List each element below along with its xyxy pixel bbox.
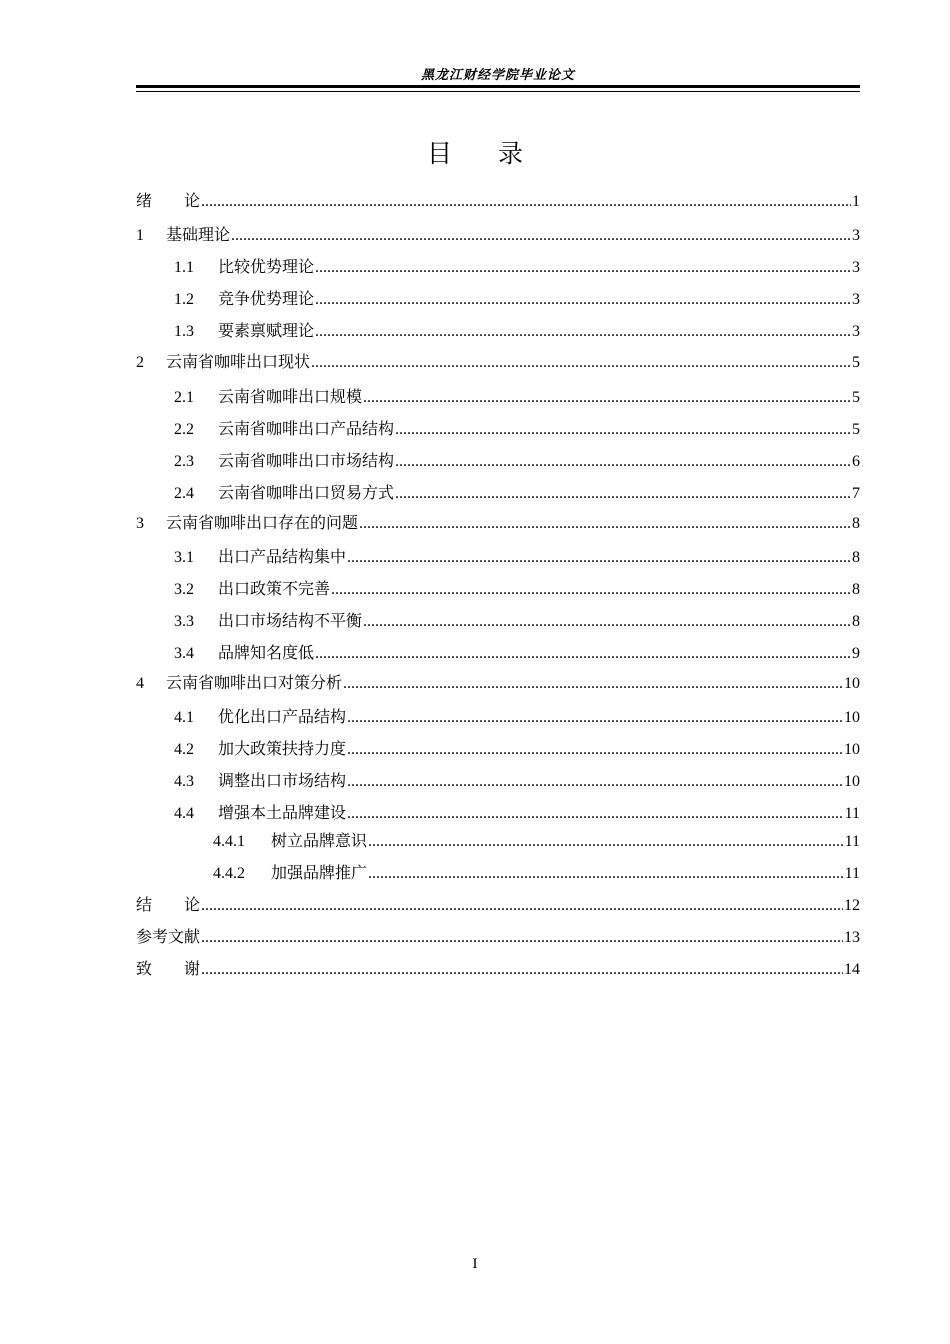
dot-leader	[201, 957, 843, 983]
toc-entry-label: 竞争优势理论	[218, 289, 315, 308]
toc-entry-number: 3.1	[174, 549, 194, 566]
toc-entry-number: 4.4	[174, 805, 194, 822]
dot-leader	[363, 385, 851, 411]
toc-entry[interactable]	[136, 222, 860, 248]
dot-leader	[343, 671, 843, 697]
header-rule-thin	[136, 91, 860, 92]
dot-leader	[201, 925, 843, 951]
toc-entry-page: 3	[852, 227, 860, 244]
toc-entry-label: 云南省咖啡出口贸易方式	[218, 483, 395, 502]
toc-entry[interactable]	[136, 892, 860, 918]
dot-leader	[315, 319, 851, 345]
toc-entry-page: 11	[844, 865, 860, 882]
toc-entry-label: 云南省咖啡出口现状	[166, 352, 311, 371]
toc-entry-page: 5	[852, 354, 860, 371]
toc-entry-page: 12	[844, 897, 860, 914]
dot-leader	[368, 829, 844, 855]
toc-entry-page: 5	[852, 389, 860, 406]
toc-entry[interactable]	[136, 188, 860, 214]
toc-entry-number: 3	[136, 515, 144, 532]
toc-entry[interactable]	[174, 544, 860, 570]
toc-entry-page: 9	[852, 645, 860, 662]
toc-entry-label: 要素禀赋理论	[218, 321, 315, 340]
toc-entry-page: 13	[844, 929, 860, 946]
toc-entry-number: 3.3	[174, 613, 194, 630]
toc-title-char-2: 录	[498, 139, 524, 168]
toc-entry-label: 树立品牌意识	[271, 831, 368, 850]
toc-entry-label: 致 谢	[136, 959, 201, 978]
toc-entry-label: 云南省咖啡出口对策分析	[166, 673, 343, 692]
dot-leader	[347, 545, 851, 571]
toc-entry[interactable]	[174, 608, 860, 634]
toc-title-char-1: 目	[426, 139, 452, 168]
dot-leader	[201, 189, 851, 215]
toc-entry[interactable]	[136, 510, 860, 536]
toc-entry-number: 2.3	[174, 453, 194, 470]
toc-entry[interactable]	[174, 384, 860, 410]
toc-entry-page: 14	[844, 961, 860, 978]
toc-entry-number: 2.1	[174, 389, 194, 406]
toc-entry-label: 云南省咖啡出口存在的问题	[166, 513, 359, 532]
toc-entry[interactable]	[174, 254, 860, 280]
toc-entry-number: 4.1	[174, 709, 194, 726]
toc-entry-page: 5	[852, 421, 860, 438]
toc-entry-label: 调整出口市场结构	[218, 771, 347, 790]
toc-entry-page: 3	[852, 291, 860, 308]
toc-entry-label: 绪 论	[136, 191, 201, 210]
toc-entry[interactable]	[213, 828, 860, 854]
toc-entry-page: 10	[844, 675, 860, 692]
header-title: 黑龙江财经学院毕业论文	[420, 68, 575, 83]
toc-entry-label: 云南省咖啡出口规模	[218, 387, 363, 406]
dot-leader	[315, 287, 851, 313]
dot-leader	[201, 893, 843, 919]
dot-leader	[347, 737, 843, 763]
toc-entry[interactable]	[136, 670, 860, 696]
toc-entry[interactable]	[174, 318, 860, 344]
dot-leader	[347, 769, 843, 795]
toc-entry-label: 参考文献	[136, 927, 201, 946]
toc-entry-label: 出口政策不完善	[218, 579, 331, 598]
dot-leader	[363, 609, 851, 635]
toc-entry-label: 加大政策扶持力度	[218, 739, 347, 758]
dot-leader	[231, 223, 851, 249]
toc-entry-number: 4	[136, 675, 144, 692]
toc-entry[interactable]	[136, 956, 860, 982]
toc-entry-label: 云南省咖啡出口市场结构	[218, 451, 395, 470]
toc-entry-number: 2.2	[174, 421, 194, 438]
toc-entry[interactable]	[174, 480, 860, 506]
toc-entry-label: 比较优势理论	[218, 257, 315, 276]
toc-entry-page: 1	[852, 193, 860, 210]
toc-entry-number: 1	[136, 227, 144, 244]
dot-leader	[315, 255, 851, 281]
dot-leader	[368, 861, 844, 887]
dot-leader	[311, 350, 851, 376]
dot-leader	[359, 511, 851, 537]
toc-entry-page: 11	[844, 833, 860, 850]
toc-entry-number: 2.4	[174, 485, 194, 502]
toc-entry-label: 结 论	[136, 895, 201, 914]
toc-entry-page: 10	[844, 741, 860, 758]
dot-leader	[315, 641, 851, 667]
toc-entry-label: 出口产品结构集中	[218, 547, 347, 566]
dot-leader	[347, 801, 844, 827]
toc-entry-page: 11	[844, 805, 860, 822]
toc-entry-page: 10	[844, 709, 860, 726]
toc-entry[interactable]	[174, 448, 860, 474]
dot-leader	[395, 449, 851, 475]
toc-entry-page: 8	[852, 515, 860, 532]
dot-leader	[395, 417, 851, 443]
dot-leader	[331, 577, 851, 603]
toc-entry-page: 6	[852, 453, 860, 470]
toc-entry-page: 8	[852, 549, 860, 566]
toc-entry-number: 4.4.1	[213, 833, 245, 850]
toc-entry-number: 1.1	[174, 259, 194, 276]
toc-entry-number: 3.2	[174, 581, 194, 598]
toc-entry-page: 8	[852, 613, 860, 630]
toc-entry[interactable]	[174, 640, 860, 666]
toc-entry-number: 4.4.2	[213, 865, 245, 882]
toc-entry-number: 4.3	[174, 773, 194, 790]
toc-entry-number: 3.4	[174, 645, 194, 662]
toc-entry-number: 2	[136, 354, 144, 371]
toc-entry-page: 3	[852, 323, 860, 340]
toc-entry-number: 1.2	[174, 291, 194, 308]
toc-entry[interactable]	[174, 736, 860, 762]
toc-entry-label: 增强本土品牌建设	[218, 803, 347, 822]
toc-entry-label: 加强品牌推广	[271, 863, 368, 882]
toc-title	[0, 134, 950, 170]
dot-leader	[395, 481, 851, 507]
dot-leader	[347, 705, 843, 731]
toc-entry-page: 10	[844, 773, 860, 790]
toc-entry-label: 优化出口产品结构	[218, 707, 347, 726]
page-number: I	[472, 1256, 478, 1272]
toc-entry-label: 出口市场结构不平衡	[218, 611, 363, 630]
toc-entry[interactable]	[174, 416, 860, 442]
toc-entry[interactable]	[174, 704, 860, 730]
toc-entry-page: 8	[852, 581, 860, 598]
page-header	[136, 64, 860, 94]
toc-entry[interactable]	[136, 924, 860, 950]
toc-entry-page: 7	[852, 485, 860, 502]
toc-entry-label: 云南省咖啡出口产品结构	[218, 419, 395, 438]
toc-entry-number: 1.3	[174, 323, 194, 340]
header-rule-thick	[136, 85, 860, 88]
toc-entry-label: 基础理论	[166, 225, 231, 244]
toc-entry[interactable]	[174, 768, 860, 794]
toc-entry[interactable]	[174, 800, 860, 826]
toc-entry[interactable]	[174, 576, 860, 602]
toc-entry-label: 品牌知名度低	[218, 643, 315, 662]
toc-entry-page: 3	[852, 259, 860, 276]
toc-entry-number: 4.2	[174, 741, 194, 758]
toc-entry[interactable]	[174, 286, 860, 312]
toc-entry[interactable]	[136, 349, 860, 375]
toc-entry[interactable]	[213, 860, 860, 886]
